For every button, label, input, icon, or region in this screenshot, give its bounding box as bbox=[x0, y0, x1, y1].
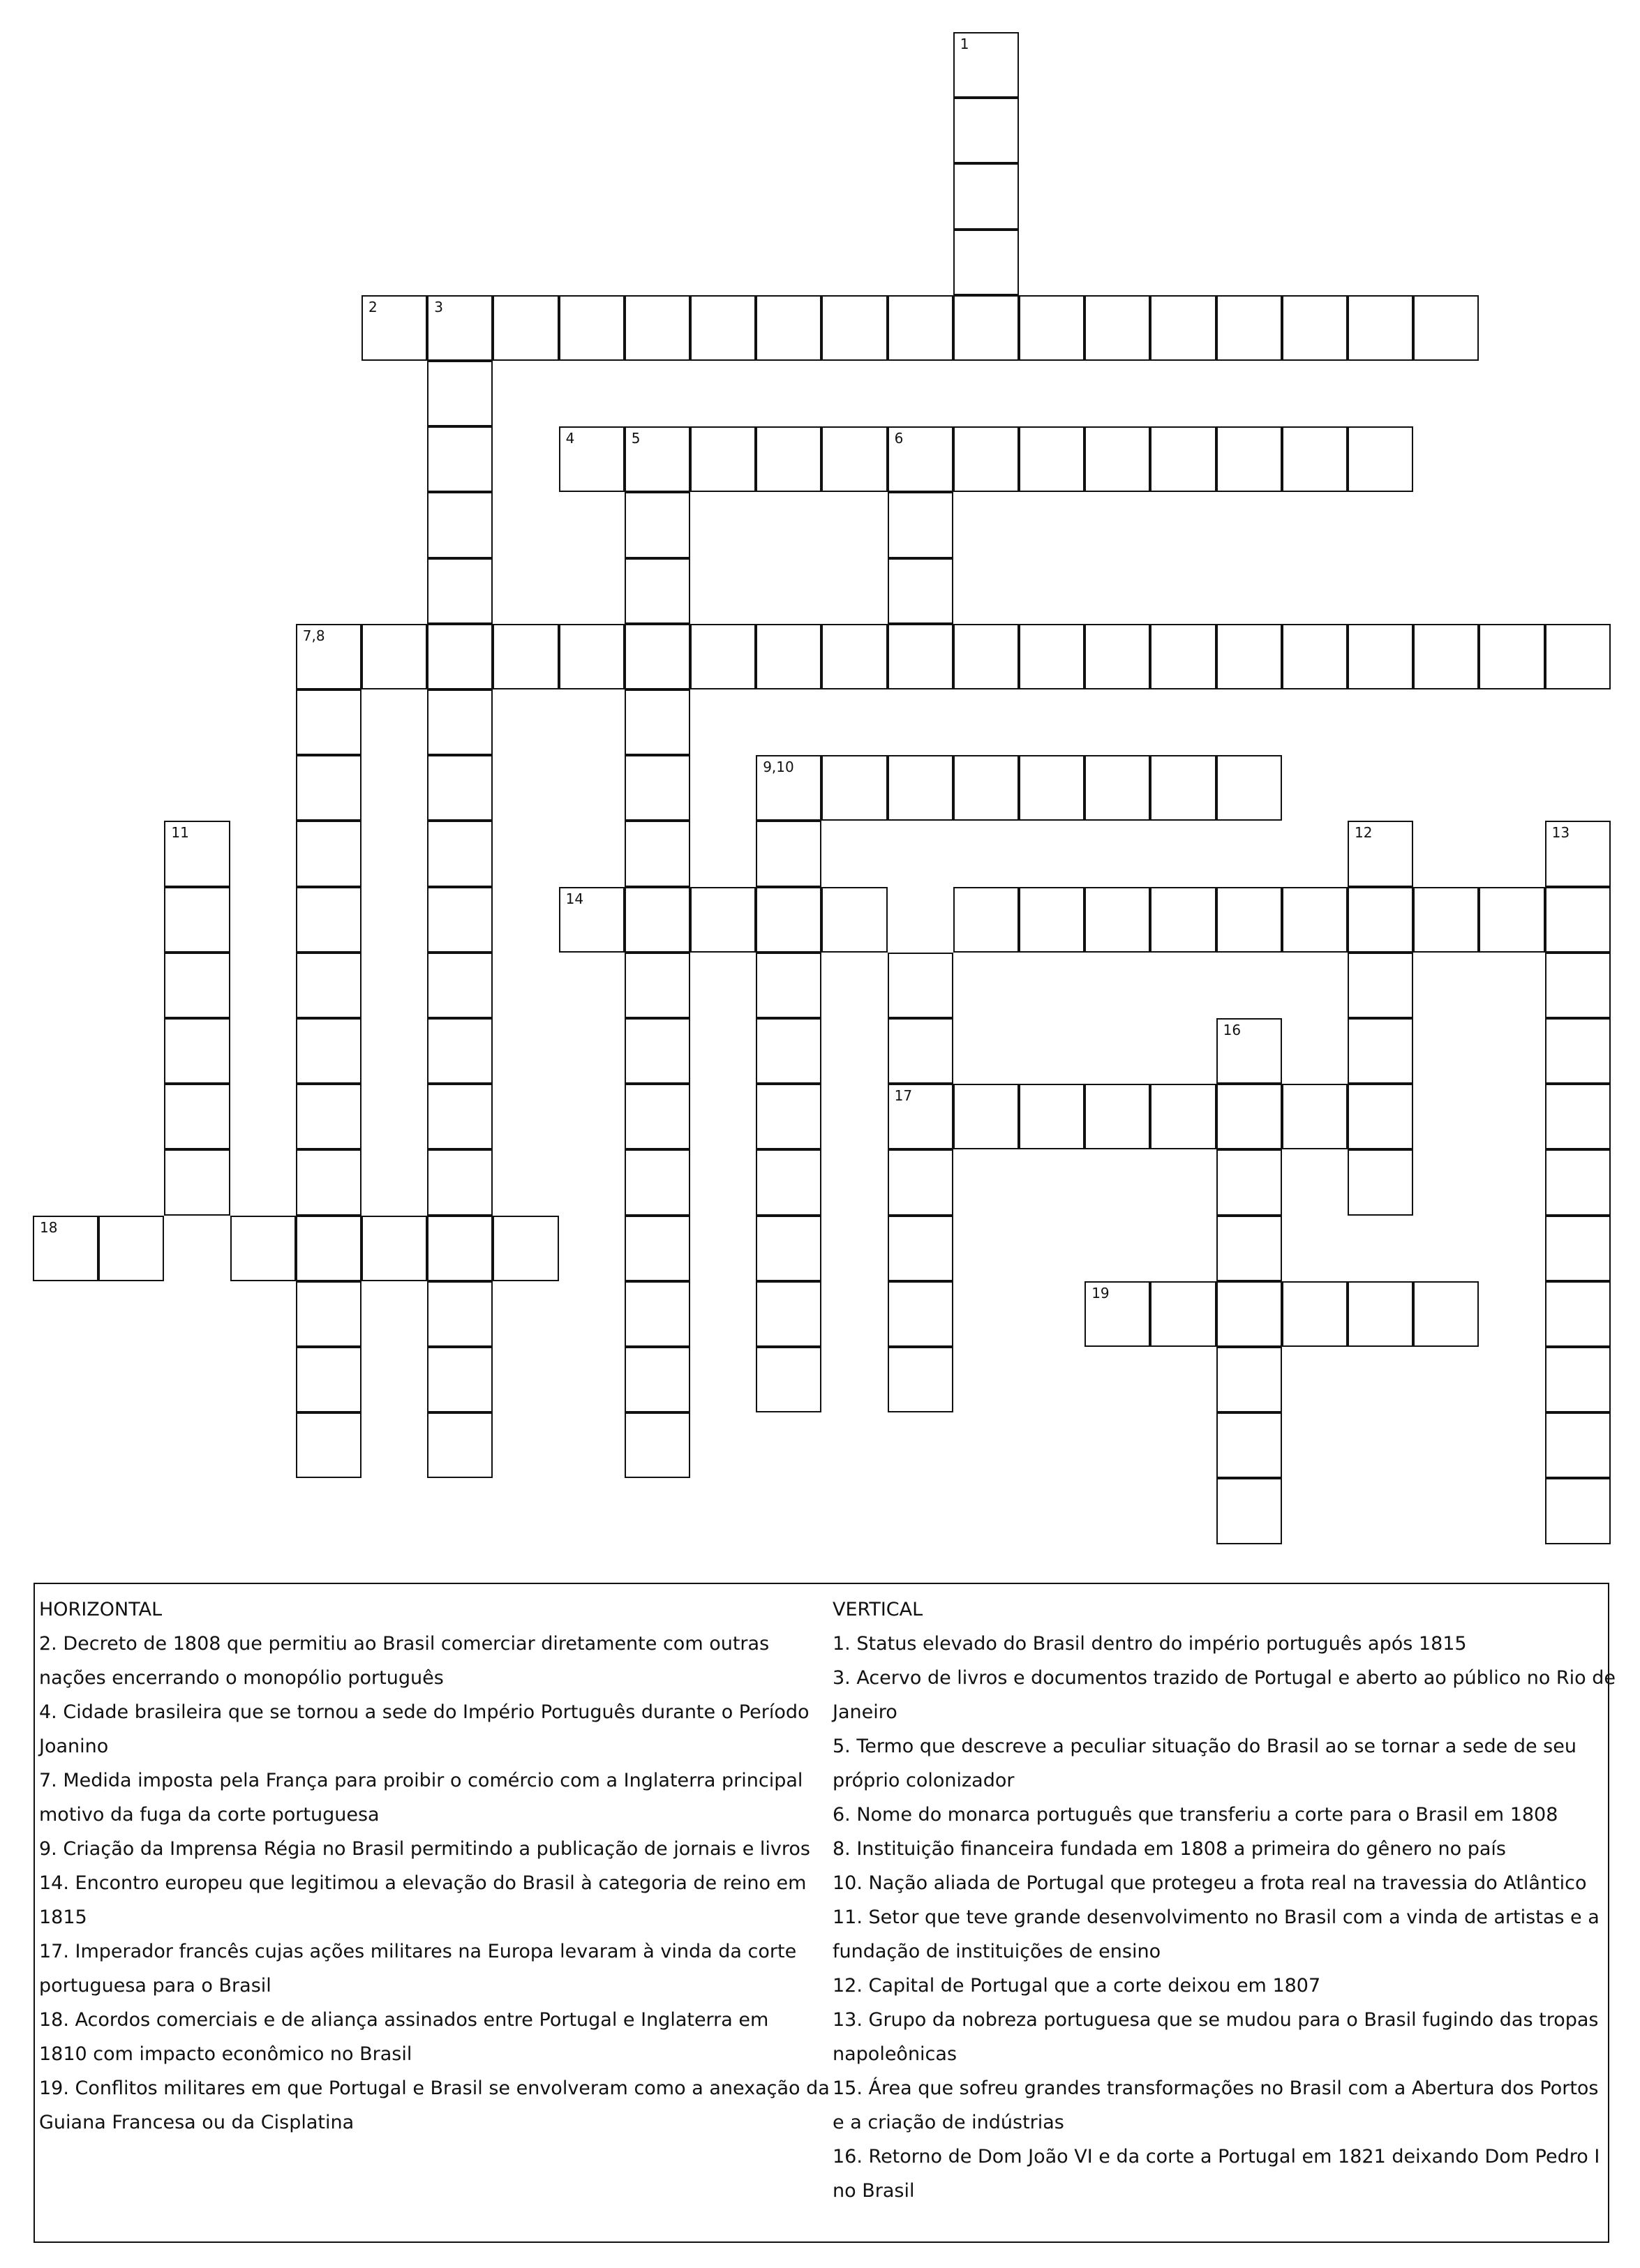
grid-cell[interactable] bbox=[1282, 624, 1348, 689]
grid-cell[interactable] bbox=[625, 689, 690, 755]
clue-line: e a criação de indústrias bbox=[833, 2112, 1064, 2133]
grid-cell[interactable] bbox=[98, 1216, 164, 1281]
clue-number: 9,10 bbox=[763, 759, 794, 776]
grid-cell[interactable] bbox=[1216, 624, 1282, 689]
clue-line: 1. Status elevado do Brasil dentro do império português após 1815 bbox=[833, 1633, 1467, 1655]
grid-cell[interactable] bbox=[953, 295, 1019, 361]
grid-cell[interactable] bbox=[1019, 426, 1084, 492]
grid-cell[interactable] bbox=[427, 492, 493, 558]
grid-cell[interactable] bbox=[1545, 624, 1611, 689]
grid-cell[interactable] bbox=[1348, 1084, 1413, 1149]
grid-cell[interactable] bbox=[427, 1216, 493, 1281]
grid-cell[interactable] bbox=[1545, 821, 1611, 886]
grid-cell[interactable] bbox=[888, 1347, 953, 1412]
grid-cell[interactable] bbox=[427, 1412, 493, 1478]
grid-cell[interactable] bbox=[427, 1281, 493, 1347]
grid-cell[interactable] bbox=[756, 295, 821, 361]
grid-cell[interactable] bbox=[1084, 295, 1150, 361]
grid-cell[interactable] bbox=[296, 1281, 361, 1347]
grid-cell[interactable] bbox=[821, 755, 887, 821]
clue-number: 17 bbox=[894, 1087, 913, 1105]
grid-cell[interactable] bbox=[493, 295, 558, 361]
grid-cell[interactable] bbox=[625, 492, 690, 558]
clue-number: 16 bbox=[1223, 1022, 1242, 1038]
horizontal-heading: HORIZONTAL bbox=[39, 1599, 163, 1620]
grid-cell[interactable] bbox=[821, 624, 887, 689]
grid-cell[interactable] bbox=[296, 755, 361, 821]
grid-cell[interactable] bbox=[361, 295, 427, 361]
grid-cell[interactable] bbox=[361, 624, 427, 689]
grid-cell[interactable] bbox=[1479, 887, 1544, 953]
grid-cell[interactable] bbox=[690, 887, 756, 953]
grid-cell[interactable] bbox=[559, 624, 625, 689]
grid-cell[interactable] bbox=[953, 887, 1019, 953]
clue-line: 13. Grupo da nobreza portuguesa que se mudou para o Brasil fugindo das tropas bbox=[833, 2009, 1599, 2031]
clue-line: 1815 bbox=[39, 1907, 87, 1928]
grid-cell[interactable] bbox=[493, 1216, 558, 1281]
grid-cell[interactable] bbox=[625, 558, 690, 624]
grid-cell[interactable] bbox=[164, 1149, 230, 1215]
clue-number: 19 bbox=[1091, 1284, 1110, 1301]
grid-cell[interactable] bbox=[1150, 295, 1216, 361]
grid-cell[interactable] bbox=[756, 953, 821, 1018]
grid-cell[interactable] bbox=[1282, 295, 1348, 361]
clue-line: 10. Nação aliada de Portugal que protegeu a frota real na travessia do Atlântico bbox=[833, 1872, 1587, 1894]
grid-cell[interactable] bbox=[296, 624, 361, 689]
grid-cell[interactable] bbox=[427, 1018, 493, 1084]
clue-line: 14. Encontro europeu que legitimou a elevação do Brasil à categoria de reino em bbox=[39, 1872, 807, 1894]
grid-cell[interactable] bbox=[296, 1216, 361, 1281]
grid-cell[interactable] bbox=[625, 1281, 690, 1347]
grid-cell[interactable] bbox=[1545, 887, 1611, 953]
grid-cell[interactable] bbox=[625, 1084, 690, 1149]
clue-number: 11 bbox=[171, 824, 189, 842]
grid-cell[interactable] bbox=[953, 755, 1019, 821]
grid-cell[interactable] bbox=[756, 755, 821, 821]
clue-number: 7,8 bbox=[302, 627, 325, 644]
grid-cell[interactable] bbox=[1084, 1084, 1150, 1149]
grid-cell[interactable] bbox=[953, 163, 1019, 229]
grid-cell[interactable] bbox=[164, 821, 230, 886]
grid-cell[interactable] bbox=[1150, 426, 1216, 492]
grid-cell[interactable] bbox=[1084, 887, 1150, 953]
grid-cell[interactable] bbox=[1216, 1149, 1282, 1215]
grid-cell[interactable] bbox=[296, 887, 361, 953]
grid-cell[interactable] bbox=[1084, 426, 1150, 492]
grid-cell[interactable] bbox=[559, 295, 625, 361]
grid-cell[interactable] bbox=[296, 1084, 361, 1149]
grid-cell[interactable] bbox=[1216, 1412, 1282, 1478]
grid-cell[interactable] bbox=[625, 1347, 690, 1412]
grid-cell[interactable] bbox=[888, 1084, 953, 1149]
grid-cell[interactable] bbox=[427, 953, 493, 1018]
grid-cell[interactable] bbox=[427, 558, 493, 624]
grid-cell[interactable] bbox=[1084, 755, 1150, 821]
grid-cell[interactable] bbox=[1413, 887, 1479, 953]
grid-cell[interactable] bbox=[1348, 953, 1413, 1018]
grid-cell[interactable] bbox=[296, 1347, 361, 1412]
grid-cell[interactable] bbox=[1348, 295, 1413, 361]
grid-cell[interactable] bbox=[1150, 1281, 1216, 1347]
clue-line: 16. Retorno de Dom João VI e da corte a Portugal em 1821 deixando Dom Pedro I bbox=[833, 2146, 1600, 2168]
clue-number: 2 bbox=[368, 298, 378, 315]
grid-cell[interactable] bbox=[1150, 1084, 1216, 1149]
clue-line: motivo da fuga da corte portuguesa bbox=[39, 1804, 380, 1826]
grid-cell[interactable] bbox=[756, 1281, 821, 1347]
grid-cell[interactable] bbox=[427, 1084, 493, 1149]
grid-cell[interactable] bbox=[1413, 1281, 1479, 1347]
grid-cell[interactable] bbox=[756, 821, 821, 886]
grid-cell[interactable] bbox=[427, 624, 493, 689]
grid-cell[interactable] bbox=[756, 426, 821, 492]
grid-cell[interactable] bbox=[888, 558, 953, 624]
clue-number: 14 bbox=[565, 890, 584, 907]
grid-cell[interactable] bbox=[1413, 624, 1479, 689]
grid-cell[interactable] bbox=[296, 1149, 361, 1215]
grid-cell[interactable] bbox=[821, 426, 887, 492]
grid-cell[interactable] bbox=[1150, 887, 1216, 953]
grid-cell[interactable] bbox=[888, 426, 953, 492]
grid-cell[interactable] bbox=[1413, 295, 1479, 361]
grid-cell[interactable] bbox=[1348, 1149, 1413, 1215]
clue-line: 6. Nome do monarca português que transferiu a corte para o Brasil em 1808 bbox=[833, 1804, 1558, 1826]
grid-cell[interactable] bbox=[427, 887, 493, 953]
grid-cell[interactable] bbox=[1545, 953, 1611, 1018]
clue-line: próprio colonizador bbox=[833, 1770, 1015, 1791]
grid-cell[interactable] bbox=[953, 230, 1019, 295]
grid-cell[interactable] bbox=[888, 492, 953, 558]
grid-cell[interactable] bbox=[1216, 887, 1282, 953]
grid-cell[interactable] bbox=[1348, 821, 1413, 886]
grid-cell[interactable] bbox=[1216, 1281, 1282, 1347]
clue-number: 3 bbox=[434, 298, 443, 315]
grid-cell[interactable] bbox=[625, 755, 690, 821]
grid-cell[interactable] bbox=[821, 295, 887, 361]
clue-number: 1 bbox=[960, 36, 969, 52]
grid-cell[interactable] bbox=[625, 953, 690, 1018]
grid-cell[interactable] bbox=[493, 624, 558, 689]
grid-cell[interactable] bbox=[427, 821, 493, 886]
grid-cell[interactable] bbox=[33, 1216, 98, 1281]
grid-cell[interactable] bbox=[1019, 624, 1084, 689]
grid-cell[interactable] bbox=[1216, 1018, 1282, 1084]
grid-cell[interactable] bbox=[1019, 295, 1084, 361]
grid-cell[interactable] bbox=[625, 821, 690, 886]
grid-cell[interactable] bbox=[1150, 755, 1216, 821]
grid-cell[interactable] bbox=[1545, 1347, 1611, 1412]
grid-cell[interactable] bbox=[296, 689, 361, 755]
clue-number: 4 bbox=[565, 430, 575, 447]
grid-cell[interactable] bbox=[625, 1412, 690, 1478]
grid-cell[interactable] bbox=[164, 887, 230, 953]
grid-cell[interactable] bbox=[1348, 1018, 1413, 1084]
grid-cell[interactable] bbox=[756, 1347, 821, 1412]
grid-cell[interactable] bbox=[1019, 755, 1084, 821]
grid-cell[interactable] bbox=[1479, 624, 1544, 689]
clue-line: 12. Capital de Portugal que a corte deixou em 1807 bbox=[833, 1975, 1321, 1997]
grid-cell[interactable] bbox=[690, 295, 756, 361]
grid-cell[interactable] bbox=[953, 32, 1019, 98]
clue-line: 7. Medida imposta pela França para proibir o comércio com a Inglaterra principal bbox=[39, 1770, 803, 1791]
grid-cell[interactable] bbox=[1348, 426, 1413, 492]
clue-line: portuguesa para o Brasil bbox=[39, 1975, 271, 1997]
grid-cell[interactable] bbox=[296, 821, 361, 886]
grid-cell[interactable] bbox=[625, 426, 690, 492]
grid-cell[interactable] bbox=[625, 1216, 690, 1281]
grid-cell[interactable] bbox=[1348, 624, 1413, 689]
grid-cell[interactable] bbox=[1545, 1412, 1611, 1478]
clue-line: 8. Instituição financeira fundada em 1808 a primeira do gênero no país bbox=[833, 1838, 1506, 1860]
grid-cell[interactable] bbox=[427, 1347, 493, 1412]
grid-cell[interactable] bbox=[1545, 1478, 1611, 1544]
clues-box bbox=[33, 1583, 1616, 2243]
horizontal-clues bbox=[39, 1592, 842, 2140]
grid-cell[interactable] bbox=[1216, 1216, 1282, 1281]
clue-line: 11. Setor que teve grande desenvolvimento no Brasil com a vinda de artistas e a bbox=[833, 1907, 1600, 1928]
grid-cell[interactable] bbox=[1282, 1084, 1348, 1149]
clue-number: 18 bbox=[40, 1218, 58, 1236]
clue-number: 5 bbox=[631, 430, 641, 447]
clue-number: 13 bbox=[1551, 824, 1570, 842]
grid-cell[interactable] bbox=[888, 953, 953, 1018]
grid-cell[interactable] bbox=[1216, 1347, 1282, 1412]
grid-cell[interactable] bbox=[1282, 426, 1348, 492]
grid-cell[interactable] bbox=[953, 426, 1019, 492]
clue-line: Janeiro bbox=[833, 1701, 897, 1723]
grid-cell[interactable] bbox=[1019, 1084, 1084, 1149]
grid-cell[interactable] bbox=[1282, 1281, 1348, 1347]
clue-line: napoleônicas bbox=[833, 2043, 957, 2065]
grid-cell[interactable] bbox=[1216, 426, 1282, 492]
grid-cell[interactable] bbox=[953, 1084, 1019, 1149]
grid-cell[interactable] bbox=[625, 887, 690, 953]
grid-cell[interactable] bbox=[361, 1216, 427, 1281]
grid-cell[interactable] bbox=[164, 953, 230, 1018]
grid-cell[interactable] bbox=[1545, 1149, 1611, 1215]
clue-line: 3. Acervo de livros e documentos trazido de Portugal e aberto ao público no Rio de bbox=[833, 1667, 1616, 1689]
grid-cell[interactable] bbox=[821, 887, 887, 953]
grid-cell[interactable] bbox=[625, 295, 690, 361]
grid-cell[interactable] bbox=[953, 624, 1019, 689]
grid-cell[interactable] bbox=[953, 98, 1019, 163]
clue-line: Joanino bbox=[39, 1736, 109, 1757]
grid-cell[interactable] bbox=[690, 426, 756, 492]
grid-cell[interactable] bbox=[756, 1149, 821, 1215]
grid-cell[interactable] bbox=[1348, 1281, 1413, 1347]
grid-cell[interactable] bbox=[1216, 755, 1282, 821]
grid-cell[interactable] bbox=[427, 689, 493, 755]
clue-line: 5. Termo que descreve a peculiar situação do Brasil ao se tornar a sede de seu bbox=[833, 1736, 1576, 1757]
clue-line: 18. Acordos comerciais e de aliança assinados entre Portugal e Inglaterra em bbox=[39, 2009, 769, 2031]
grid-cell[interactable] bbox=[427, 755, 493, 821]
grid-cell[interactable] bbox=[1019, 887, 1084, 953]
grid-cell[interactable] bbox=[1348, 887, 1413, 953]
grid-cell[interactable] bbox=[625, 624, 690, 689]
clue-line: 4. Cidade brasileira que se tornou a sede do Império Português durante o Período bbox=[39, 1701, 810, 1723]
clue-line: no Brasil bbox=[833, 2180, 915, 2202]
grid-cell[interactable] bbox=[559, 426, 625, 492]
grid-cell[interactable] bbox=[1216, 1084, 1282, 1149]
grid-cell[interactable] bbox=[427, 361, 493, 426]
clue-line: fundação de instituições de ensino bbox=[833, 1941, 1161, 1962]
vertical-heading: VERTICAL bbox=[833, 1599, 923, 1620]
clue-line: Guiana Francesa ou da Cisplatina bbox=[39, 2112, 355, 2133]
grid-cell[interactable] bbox=[1545, 1281, 1611, 1347]
grid-cell[interactable] bbox=[756, 1018, 821, 1084]
grid-cell[interactable] bbox=[1216, 295, 1282, 361]
clue-line: nações encerrando o monopólio português bbox=[39, 1667, 444, 1689]
grid-cell[interactable] bbox=[625, 1149, 690, 1215]
grid-cell[interactable] bbox=[296, 1412, 361, 1478]
grid-cell[interactable] bbox=[296, 1018, 361, 1084]
grid-cell[interactable] bbox=[756, 1216, 821, 1281]
grid-cell[interactable] bbox=[1216, 1478, 1282, 1544]
grid-cell[interactable] bbox=[230, 1216, 296, 1281]
grid-cell[interactable] bbox=[756, 624, 821, 689]
clue-number: 12 bbox=[1355, 824, 1373, 842]
clue-line: 17. Imperador francês cujas ações militares na Europa levaram à vinda da corte bbox=[39, 1941, 797, 1962]
grid-cell[interactable] bbox=[1545, 1018, 1611, 1084]
grid-cell[interactable] bbox=[625, 1018, 690, 1084]
grid-cell[interactable] bbox=[888, 295, 953, 361]
grid-cell[interactable] bbox=[164, 1018, 230, 1084]
grid-cell[interactable] bbox=[164, 1084, 230, 1149]
grid-cell[interactable] bbox=[427, 295, 493, 361]
grid-cell[interactable] bbox=[888, 1216, 953, 1281]
grid-cell[interactable] bbox=[888, 1149, 953, 1215]
grid-cell[interactable] bbox=[888, 1018, 953, 1084]
grid-cell[interactable] bbox=[559, 887, 625, 953]
grid-cell[interactable] bbox=[1084, 624, 1150, 689]
grid-cell[interactable] bbox=[427, 426, 493, 492]
grid-cell[interactable] bbox=[1150, 624, 1216, 689]
clue-line: 2. Decreto de 1808 que permitiu ao Brasil comerciar diretamente com outras bbox=[39, 1633, 770, 1655]
grid-cell[interactable] bbox=[1282, 887, 1348, 953]
grid-cell[interactable] bbox=[1545, 1084, 1611, 1149]
grid-cell[interactable] bbox=[427, 1149, 493, 1215]
grid-cell[interactable] bbox=[690, 624, 756, 689]
grid-cell[interactable] bbox=[888, 755, 953, 821]
clue-line: 9. Criação da Imprensa Régia no Brasil permitindo a publicação de jornais e livros bbox=[39, 1838, 810, 1860]
grid-cell[interactable] bbox=[296, 953, 361, 1018]
grid-cell[interactable] bbox=[756, 887, 821, 953]
clue-line: 15. Área que sofreu grandes transformações no Brasil com a Abertura dos Portos bbox=[833, 2077, 1599, 2099]
grid-cell[interactable] bbox=[888, 624, 953, 689]
grid-cell[interactable] bbox=[888, 1281, 953, 1347]
grid-cell[interactable] bbox=[1084, 1281, 1150, 1347]
clue-number: 6 bbox=[894, 430, 904, 447]
grid-cell[interactable] bbox=[756, 1084, 821, 1149]
clue-line: 19. Conflitos militares em que Portugal e Brasil se envolveram como a anexação da bbox=[39, 2077, 830, 2099]
clue-line: 1810 com impacto econômico no Brasil bbox=[39, 2043, 412, 2065]
grid-cell[interactable] bbox=[1545, 1216, 1611, 1281]
vertical-clues bbox=[833, 1592, 1616, 2208]
